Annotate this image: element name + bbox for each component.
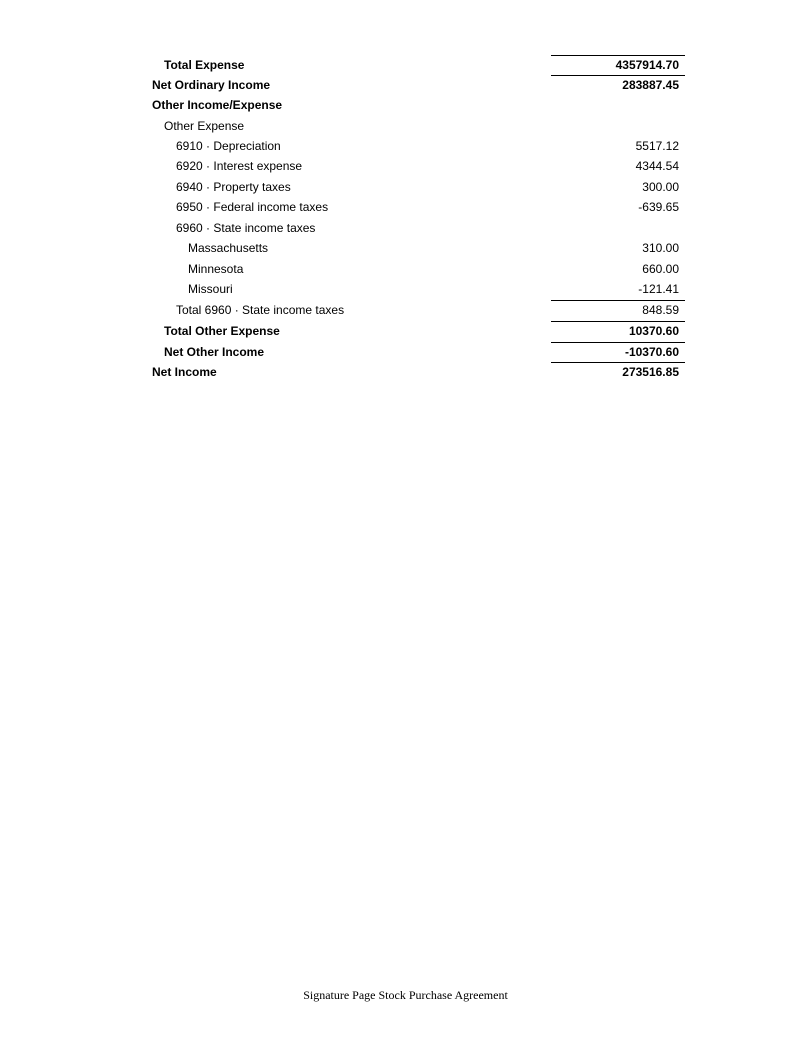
row-label: Total Expense: [164, 58, 245, 72]
row-label: Massachusetts: [188, 241, 269, 255]
row-amount: -10370.60: [624, 345, 679, 359]
row-amount: -121.41: [638, 282, 679, 296]
row-net-ordinary-income: [0, 75, 811, 95]
row-net-other-income: [0, 342, 811, 362]
row-label: Other Expense: [164, 119, 245, 133]
row-amount: 10370.60: [628, 324, 679, 338]
row-label: Missouri: [188, 282, 233, 296]
row-label: 6940 · Property taxes: [176, 180, 291, 194]
page-footer: Signature Page Stock Purchase Agreement: [303, 988, 508, 1002]
row-label: 6950 · Federal income taxes: [176, 200, 329, 214]
row-state-income-taxes: [0, 218, 811, 238]
row-amount: 310.00: [642, 241, 679, 255]
row-label: 6910 · Depreciation: [176, 139, 281, 153]
row-amount: 273516.85: [622, 365, 679, 379]
row-label: Total 6960 · State income taxes: [176, 303, 345, 317]
row-total-other-expense: [0, 321, 811, 341]
row-amount: 4357914.70: [615, 58, 679, 72]
row-amount: 5517.12: [635, 139, 679, 153]
row-label: Net Other Income: [164, 345, 265, 359]
row-amount: 300.00: [642, 180, 679, 194]
row-depreciation: [0, 136, 811, 156]
row-total-state-income-taxes: [0, 300, 811, 320]
row-label: 6920 · Interest expense: [176, 159, 303, 173]
row-label: Total Other Expense: [164, 324, 280, 338]
row-other-expense: [0, 116, 811, 136]
row-label: Net Ordinary Income: [152, 78, 271, 92]
row-amount: 283887.45: [622, 78, 679, 92]
row-other-income-expense: [0, 95, 811, 115]
row-property-taxes: [0, 177, 811, 197]
row-amount: 4344.54: [635, 159, 679, 173]
row-federal-income-taxes: [0, 197, 811, 217]
row-amount: 660.00: [642, 262, 679, 276]
row-label: Minnesota: [188, 262, 244, 276]
row-net-income: [0, 362, 811, 382]
row-label: 6960 · State income taxes: [176, 221, 316, 235]
row-label: Other Income/Expense: [152, 98, 283, 112]
row-interest-expense: [0, 156, 811, 176]
row-amount: 848.59: [642, 303, 679, 317]
row-minnesota: [0, 259, 811, 279]
row-total-expense: [0, 55, 811, 75]
row-amount: -639.65: [638, 200, 679, 214]
row-missouri: [0, 279, 811, 299]
row-label: Net Income: [152, 365, 217, 379]
row-massachusetts: [0, 238, 811, 258]
